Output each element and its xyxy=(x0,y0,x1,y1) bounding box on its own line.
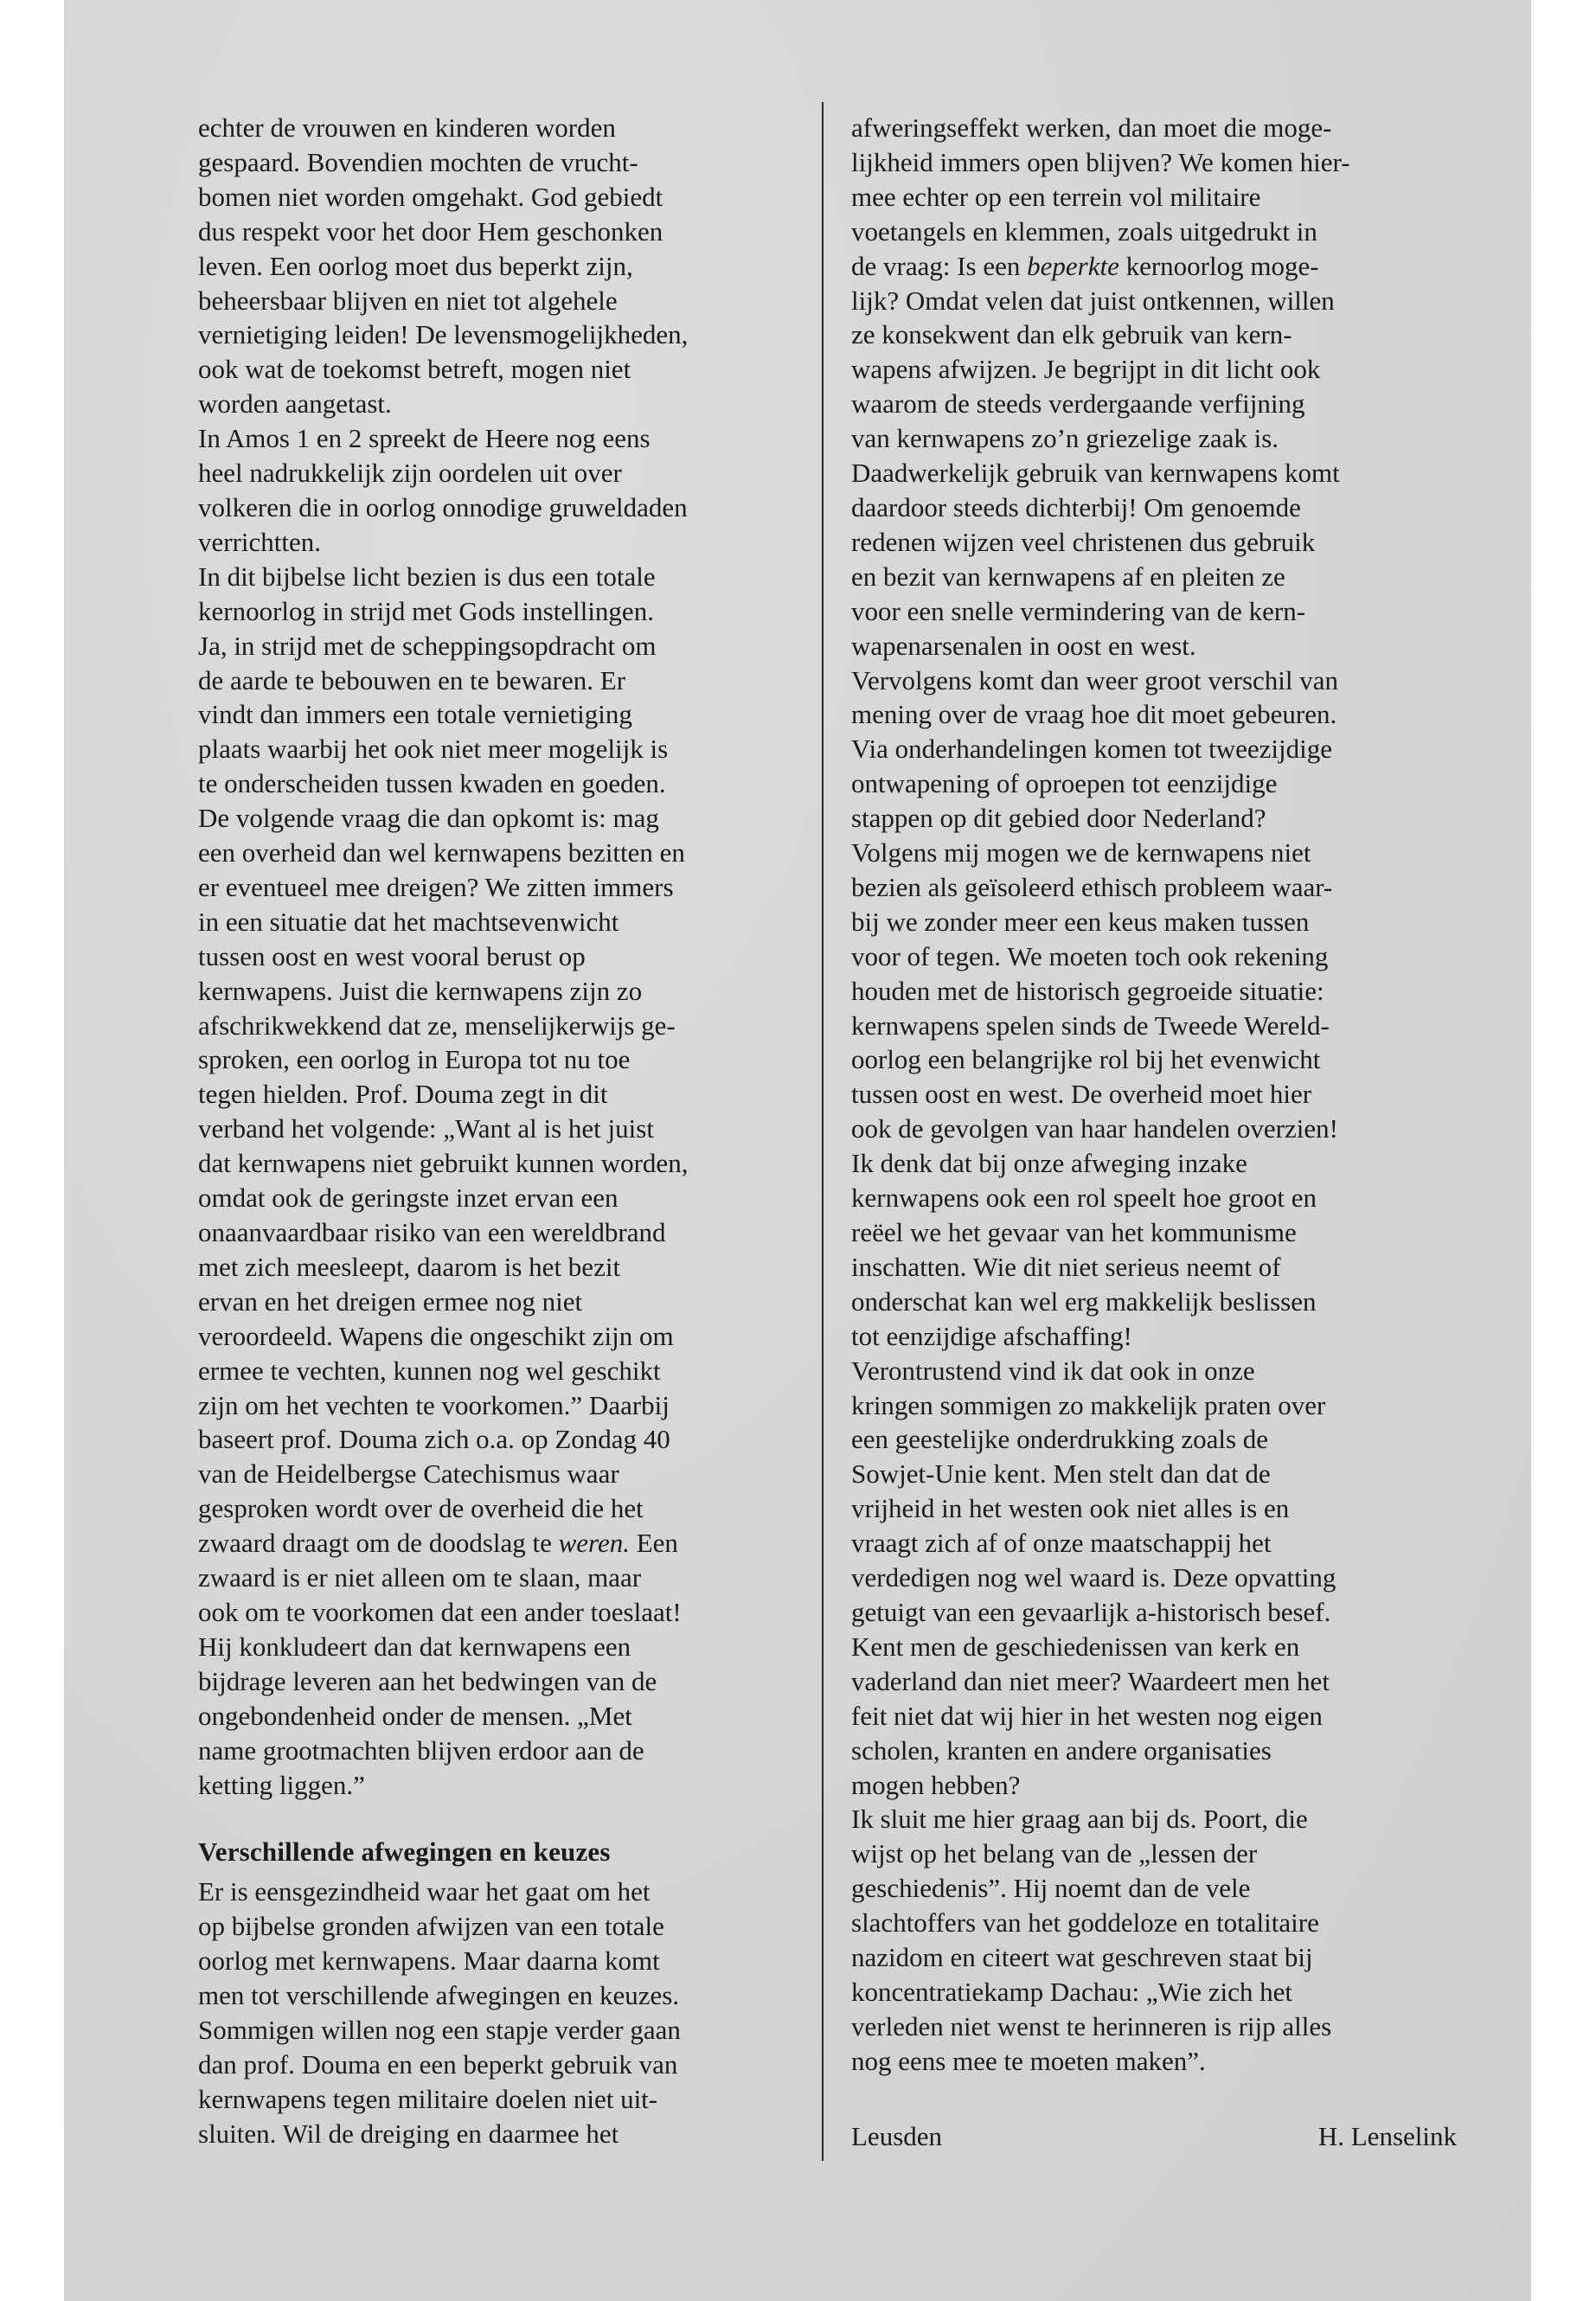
left-paragraph-1: echter de vrouwen en kinderen worden gespaard. Bovendien mochten de vrucht- bomen niet worden omgehakt. God gebiedt dus respekt voor het door Hem geschonken leven. Een oorlog moet dus beperkt zijn, beheersbaar blijven en niet tot algehele vernietiging leiden! De levensmogelijkheden, ook wat de toekomst betreft, mogen niet worden aangetast. xyxy=(198,112,689,420)
left-paragraph-5: Er is eensgezindheid waar het gaat om het op bijbelse gronden afwijzen van een totale oorlog met kernwapens. Maar daarna komt men tot verschillende afwegingen en keuzes. Sommigen willen nog een stapje verder gaan dan prof. Douma en een beperkt gebruik van kernwapens tegen militaire doelen niet uit- sluiten. Wil de dreiging en daarmee het xyxy=(198,1876,681,2149)
left-paragraph-4-emphasis: weren. xyxy=(558,1528,630,1559)
right-paragraph-1-part-a: afweringseffekt werken, dan moet die moge- lijkheid immers open blijven? We komen hier- mee echter op een terrein vol militaire voetangels en klemmen, zoals uitgedrukt in de vraag: Is een xyxy=(851,112,1350,281)
scanned-page xyxy=(64,0,1531,2301)
section-heading: Verschillende afwegingen en keuzes xyxy=(198,1836,611,1868)
right-paragraph-5: Ik sluit me hier graag aan bij ds. Poort, die wijst op het belang van de „lessen der geschiedenis”. Hij noemt dan de vele slachtoffers van het goddeloze en totalitaire nazidom en citeert wat geschreven staat bij koncentratiekamp Dachau: „Wie zich het verleden niet wenst te herinneren is rijp alles nog eens mee te moeten maken”. xyxy=(851,1804,1332,2076)
left-paragraph-4-part-a: De volgende vraag die dan opkomt is: mag een overheid dan wel kernwapens bezitten en er eventueel mee dreigen? We zitten immers in een situatie dat het machtsevenwicht tussen oost en west vooral berust op kernwapens. Juist die kernwapens zijn zo afschrikwekkend dat ze, menselijkerwijs ge- sproken, een oorlog in Europa tot nu toe tegen hielden. Prof. Douma zegt in dit verband het volgende: „Want al is het juist dat kernwapens niet gebruikt kunnen worden, omdat ook de geringste inzet ervan een onaanvaardbaar risiko van een wereldbrand met zich meesleept, daarom is het bezit ervan en het dreigen ermee nog niet veroordeeld. Wapens die ongeschikt zijn om ermee te vechten, kunnen nog wel geschikt zijn om het vechten te voorkomen.” Daarbij baseert prof. Douma zich o.a. op Zondag 40 van de Heidelbergse Catechismus waar gesproken wordt over de overheid die het zwaard draagt om de doodslag te xyxy=(198,803,689,1559)
right-paragraph-2: Vervolgens komt dan weer groot verschil van mening over de vraag hoe dit moet gebeuren. Via onderhandelingen komen tot tweezijdige ontwapening of oproepen tot eenzijdige stappen op dit gebied door Nederland? xyxy=(851,664,1339,834)
column-divider xyxy=(822,102,824,2161)
right-paragraph-1-part-b: kernoorlog moge- lijk? Omdat velen dat juist ontkennen, willen ze konsekwent dan elk gebruik van kern- wapens afwijzen. Je begrijpt in dit licht ook waarom de steeds verdergaande verfijning van kernwapens zo’n griezelige zaak is. Daadwerkelijk gebruik van kernwapens komt daardoor steeds dichterbij! Om genoemde redenen wijzen veel christenen dus gebruik en bezit van kernwapens af en pleiten ze voor een snelle vermindering van de kern- wapenarsenalen in oost en west. xyxy=(851,250,1340,661)
left-paragraph-2: In Amos 1 en 2 spreekt de Heere nog eens heel nadrukkelijk zijn oordelen uit over volkeren die in oorlog onnodige gruweldaden verrichtten. xyxy=(198,423,688,557)
left-paragraph-4 xyxy=(198,801,804,1802)
right-paragraph-4: Verontrustend vind ik dat ook in onze kringen sommigen zo makkelijk praten over een geestelijke onderdrukking zoals de Sowjet-Unie kent. Men stelt dan dat de vrijheid in het westen ook niet alles is en vraagt zich af of onze maatschappij het verdedigen nog wel waard is. Deze opvatting getuigt van een gevaarlijk a-historisch besef. Kent men de geschiedenissen van kerk en vaderland dan niet meer? Waardeert men het feit niet dat wij hier in het westen nog eigen scholen, kranten en andere organisaties mogen hebben? xyxy=(851,1355,1336,1800)
right-paragraph-1 xyxy=(851,111,1457,663)
signoff-place: Leusden xyxy=(851,2121,943,2151)
signoff-author: H. Lenselink xyxy=(1317,2121,1457,2151)
left-column xyxy=(198,111,804,2151)
right-paragraph-3: Volgens mij mogen we de kernwapens niet bezien als geïsoleerd ethisch probleem waar- bij we zonder meer een keus maken tussen voor of tegen. We moeten toch ook rekening houden met de historisch gegroeide situatie: kernwapens spelen sinds de Tweede Wereld- oorlog een belangrijke rol bij het evenwicht tussen oost en west. De overheid moet hier ook de gevolgen van haar handelen overzien! Ik denk dat bij onze afweging inzake kernwapens ook een rol speelt hoe groot en reëel we het gevaar van het kommunisme inschatten. Wie dit niet serieus neemt of onderschat kan wel erg makkelijk beslissen tot eenzijdige afschaffing! xyxy=(851,837,1338,1351)
right-column xyxy=(851,111,1457,2079)
right-paragraph-1-emphasis: beperkte xyxy=(1027,250,1119,281)
left-paragraph-3: In dit bijbelse licht bezien is dus een totale kernoorlog in strijd met Gods instellingen. Ja, in strijd met de scheppingsopdracht om de aarde te bebouwen en te bewaren. Er vindt dan immers een totale vernietiging plaats waarbij het ook niet meer mogelijk is te onderscheiden tussen kwaden en goeden. xyxy=(198,561,669,799)
left-paragraph-4-part-b: Een zwaard is er niet alleen om te slaan, maar ook om te voorkomen dat een ander toeslaat! Hij konkludeert dan dat kernwapens een bijdrage leveren aan het bedwingen van de ongebondenheid onder de mensen. „Met name grootmachten blijven erdoor aan de ketting liggen.” xyxy=(198,1528,682,1800)
